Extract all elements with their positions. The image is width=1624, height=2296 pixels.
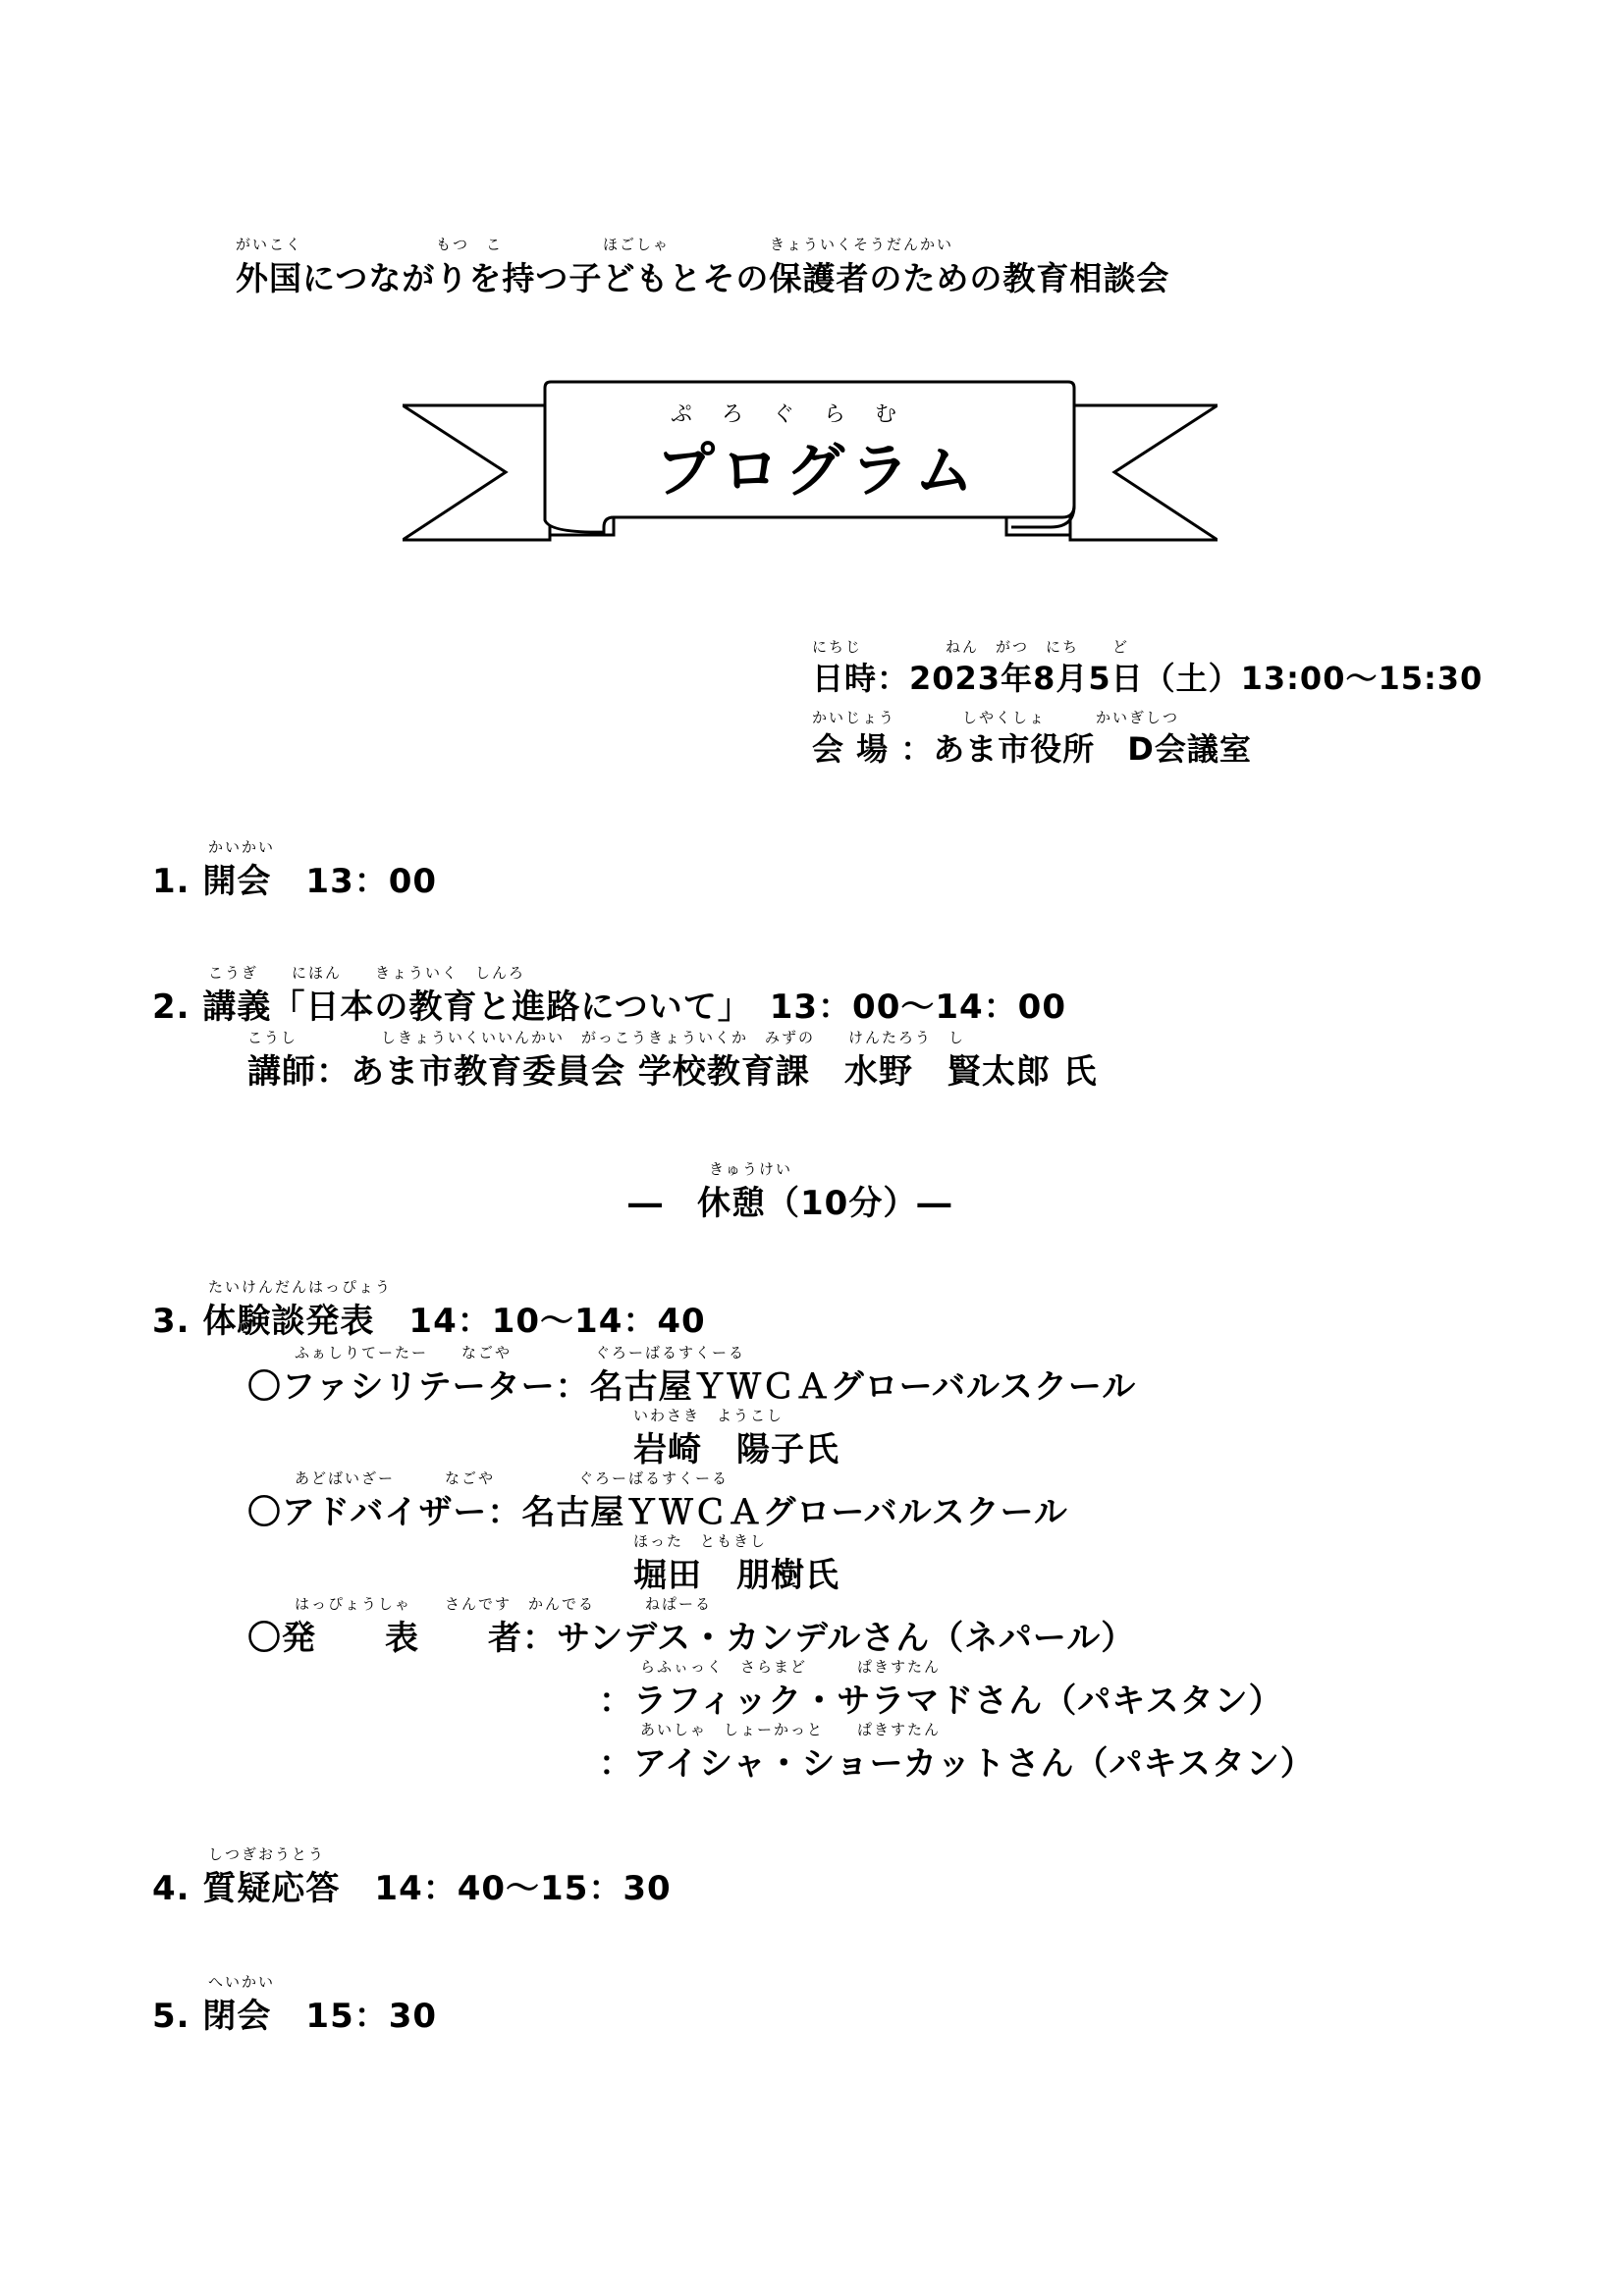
- item-1-ruby: かいかい: [208, 838, 276, 856]
- item-5-ruby: へいかい: [208, 1973, 276, 1991]
- program-item-opening: 1. 開会 13：00: [152, 862, 438, 901]
- presenter-line-2: ：ラフィック・サラマドさん（パキスタン）: [599, 1682, 1283, 1721]
- presenter-2-ruby: らふぃっく さらまど ぱきすたん: [640, 1658, 942, 1676]
- advisor-line: 〇アドバイザー：名古屋ＹＷＣＡグローバルスクール: [247, 1493, 1068, 1532]
- program-item-experience-talk: 3. 体験談発表 14：10〜14：40: [152, 1302, 706, 1341]
- advisor-name-ruby: ほった ともきし: [633, 1532, 768, 1550]
- program-item-closing: 5. 閉会 15：30: [152, 1997, 438, 2036]
- presenter-line-3: ：アイシャ・ショーカットさん（パキスタン）: [599, 1744, 1315, 1784]
- event-venue: 会 場 ：あま市役所 D会議室: [812, 730, 1252, 768]
- facilitator-name: 岩崎 陽子氏: [633, 1430, 839, 1469]
- item-3-ruby: たいけんだんはっぴょう: [208, 1278, 393, 1296]
- date-ruby: にちじ ねん がつ にち ど: [812, 638, 1130, 656]
- presenter-line-1: 〇発 表 者：サンデス・カンデルさん（ネパール）: [247, 1619, 1136, 1658]
- facilitator-name-ruby: いわさき ようこし: [633, 1407, 785, 1424]
- program-item-break: ― 休憩（10分）―: [628, 1184, 952, 1223]
- banner-title: プログラム: [656, 437, 980, 506]
- facilitator-line: 〇ファシリテーター：名古屋ＹＷＣＡグローバルスクール: [247, 1367, 1137, 1407]
- advisor-ruby: あどばいざー なごや ぐろーばるすくーる: [295, 1469, 730, 1487]
- lecturer-line: 講師：あま市教育委員会 学校教育課 水野 賢太郎 氏: [247, 1052, 1098, 1092]
- page-title: 外国につながりを持つ子どもとその保護者のための教育相談会: [236, 259, 1170, 297]
- item-2-ruby: こうぎ にほん きょういく しんろ: [208, 964, 526, 982]
- facilitator-ruby: ふぁしりてーたー なごや ぐろーばるすくーる: [295, 1344, 746, 1362]
- banner-title-ruby: ぷろぐらむ: [671, 402, 927, 427]
- presenter-ruby: はっぴょうしゃ さんです かんでる ねぱーる: [295, 1595, 713, 1613]
- lecturer-ruby: こうし しきょういくいいんかい がっこうきょういくか みずの けんたろう し: [247, 1029, 966, 1046]
- break-ruby: きゅうけい: [709, 1160, 793, 1178]
- event-date: 日時：2023年8月5日（土）13:00〜15:30: [812, 660, 1484, 697]
- presenter-3-ruby: あいしゃ しょーかっと ぱきすたん: [640, 1721, 942, 1738]
- item-4-ruby: しつぎおうとう: [208, 1845, 326, 1863]
- header-title-ruby: がいこく もつ こ ほごしゃ きょういくそうだんかい: [236, 236, 954, 253]
- advisor-name: 堀田 朋樹氏: [633, 1556, 839, 1595]
- venue-ruby: かいじょう しやくしょ かいぎしつ: [812, 709, 1180, 726]
- ribbon-left-tail: [403, 405, 550, 540]
- program-item-lecture: 2. 講義「日本の教育と進路について」 13：00〜14：00: [152, 988, 1066, 1027]
- ribbon-right-tail: [1070, 405, 1218, 540]
- program-item-qa: 4. 質疑応答 14：40〜15：30: [152, 1869, 672, 1908]
